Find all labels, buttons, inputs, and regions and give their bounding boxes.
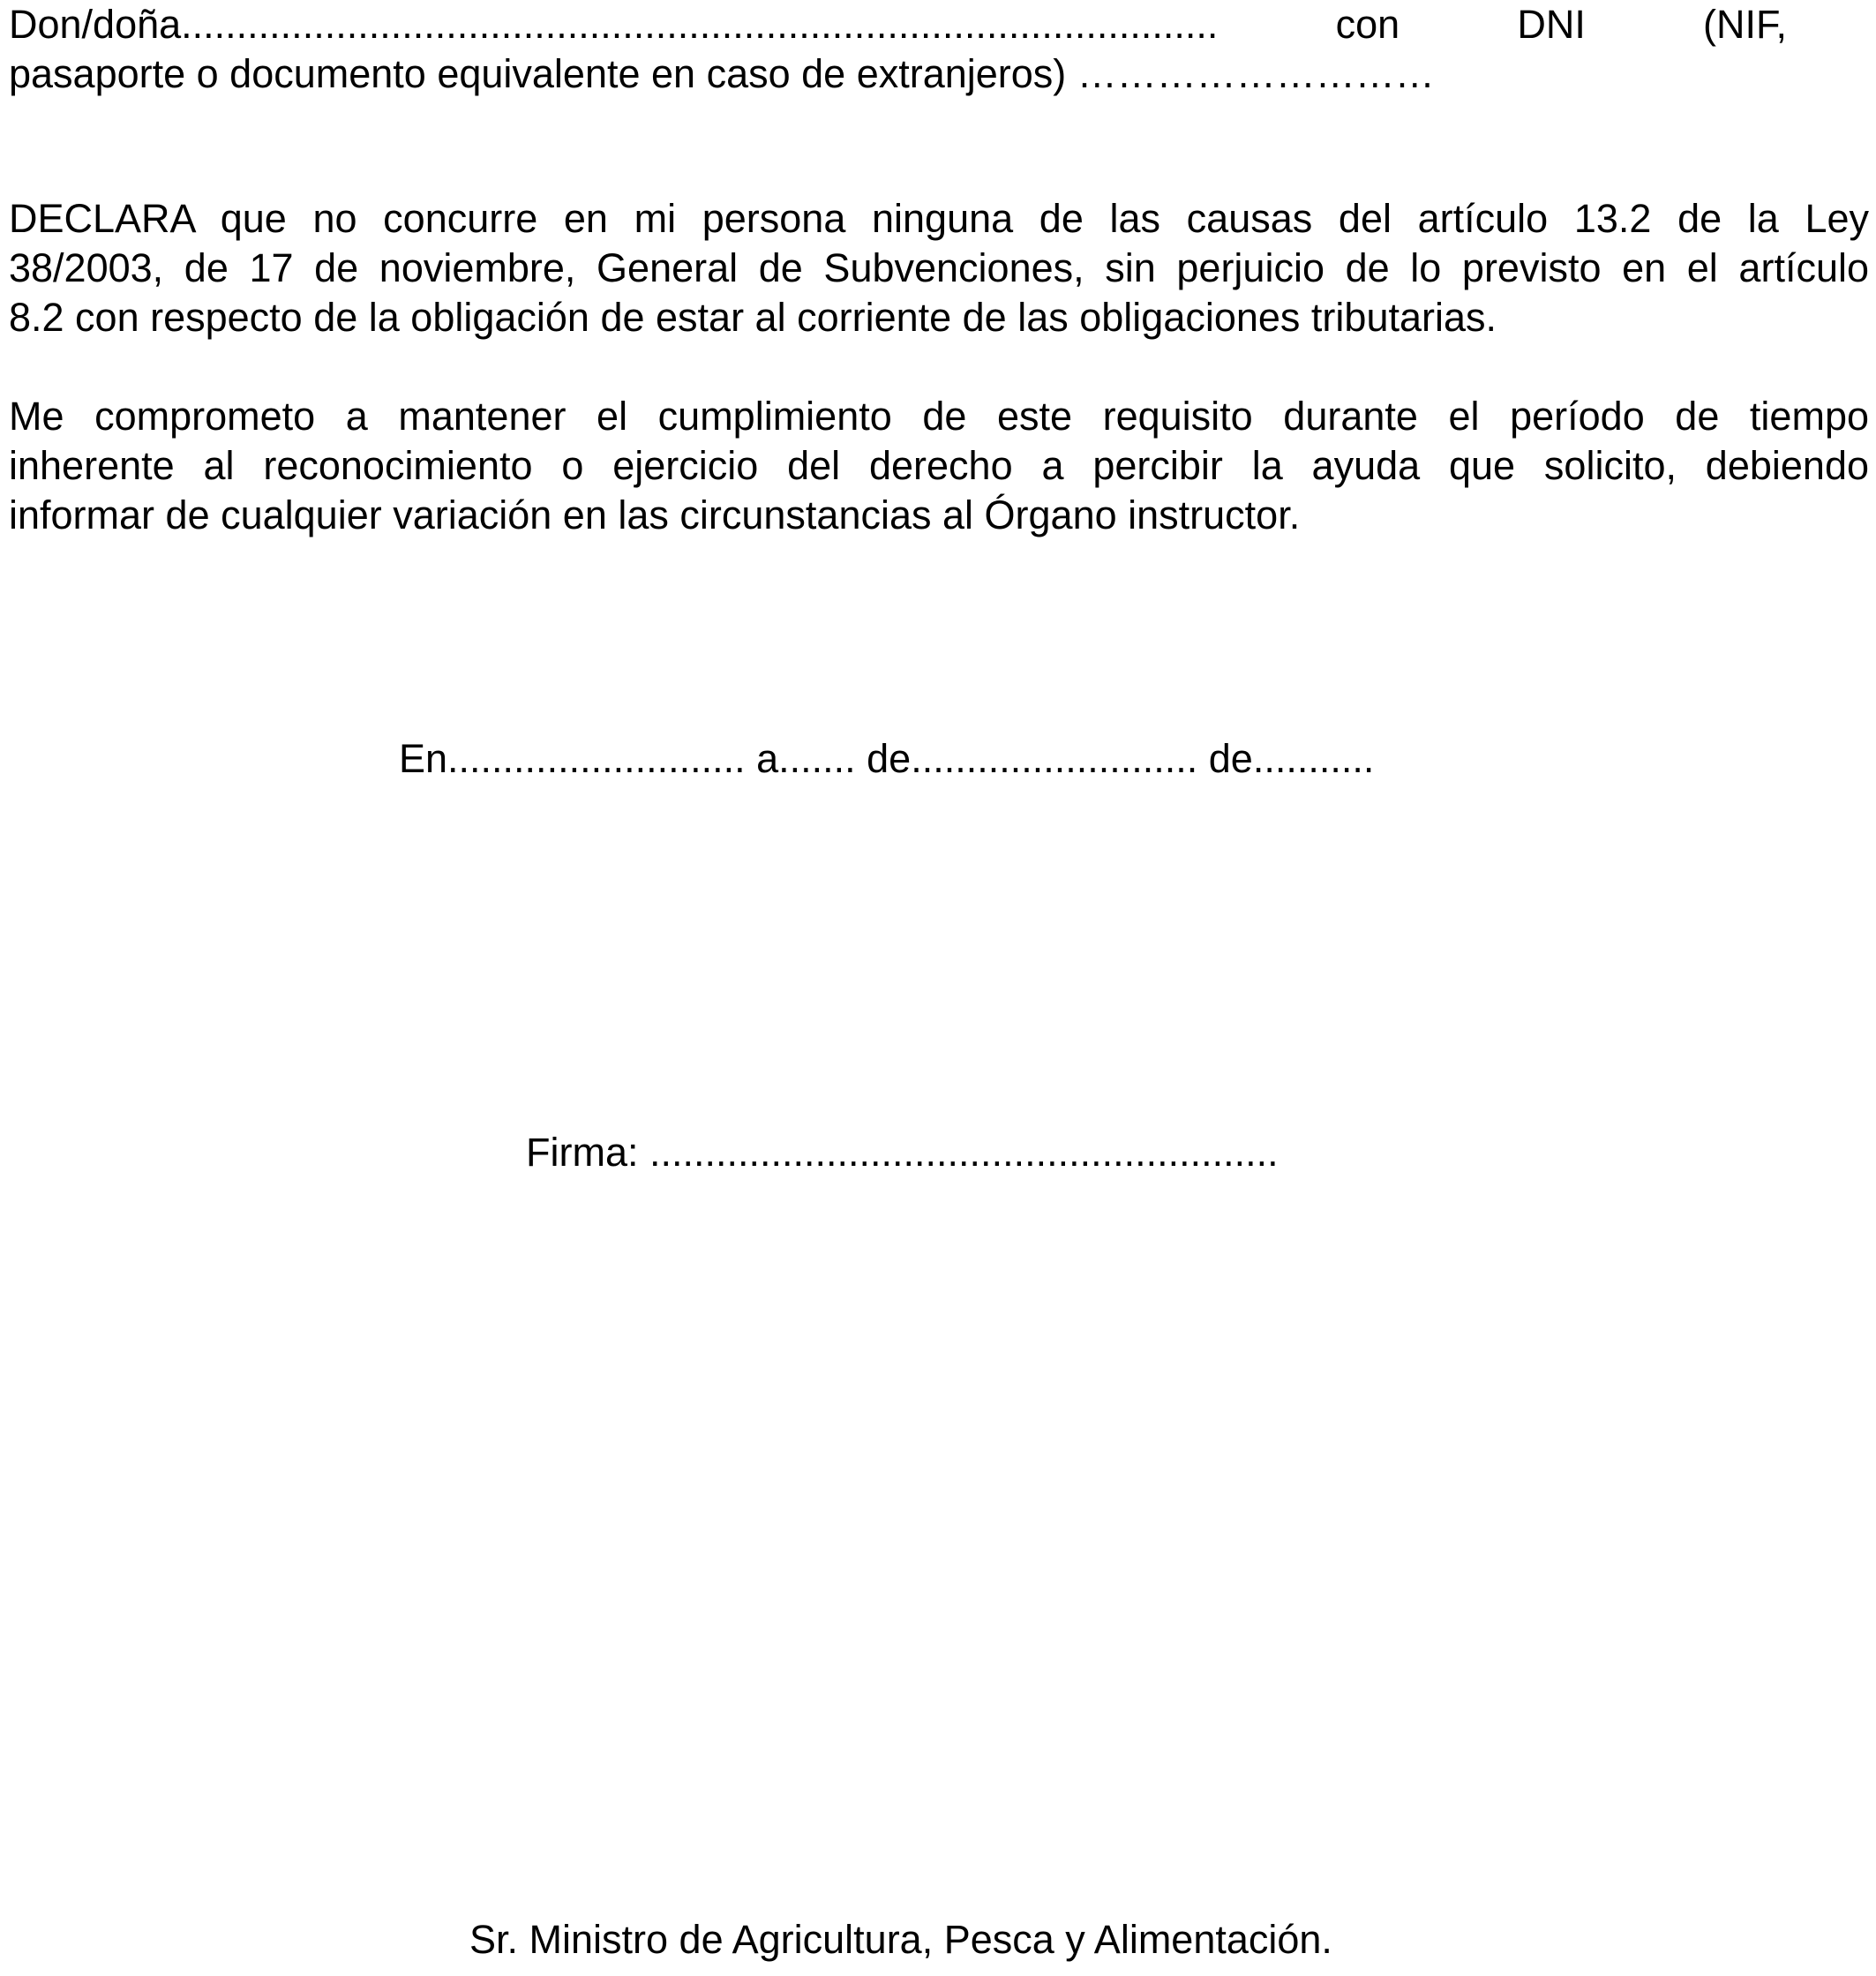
header-id-line: pasaporte o documento equivalente en caso de extranjeros) ……………………… [9,51,1435,96]
declaration-line-1: DECLARA que no concurre en mi persona ninguna de las causas del artículo 13.2 de la Ley [9,196,1869,241]
commitment-line-2: inherente al reconocimiento o ejercicio del derecho a percibir la ayuda que solicito, debiendo [9,443,1869,488]
place-date-line: En........................... a....... de.......................... de........... [399,736,1375,781]
commitment-line-3: informar de cualquier variación en las circunstancias al Órgano instructor. [9,492,1301,537]
declaration-line-2: 38/2003, de 17 de noviembre, General de Subvenciones, sin perjuicio de lo previsto en el artículo [9,245,1869,290]
declaration-line-3: 8.2 con respecto de la obligación de estar al corriente de las obligaciones tributarias. [9,295,1497,340]
declaration-document [9,0,1871,1976]
addressee: Sr. Ministro de Agricultura, Pesca y Alimentación. [469,1917,1332,1962]
signature-line: Firma: ......................................................... [526,1130,1279,1175]
header-name-line: Don/doña.............................................................................................. con DNI (NIF, [9,2,1787,47]
commitment-line-1: Me comprometo a mantener el cumplimiento de este requisito durante el período de tiempo [9,394,1869,439]
